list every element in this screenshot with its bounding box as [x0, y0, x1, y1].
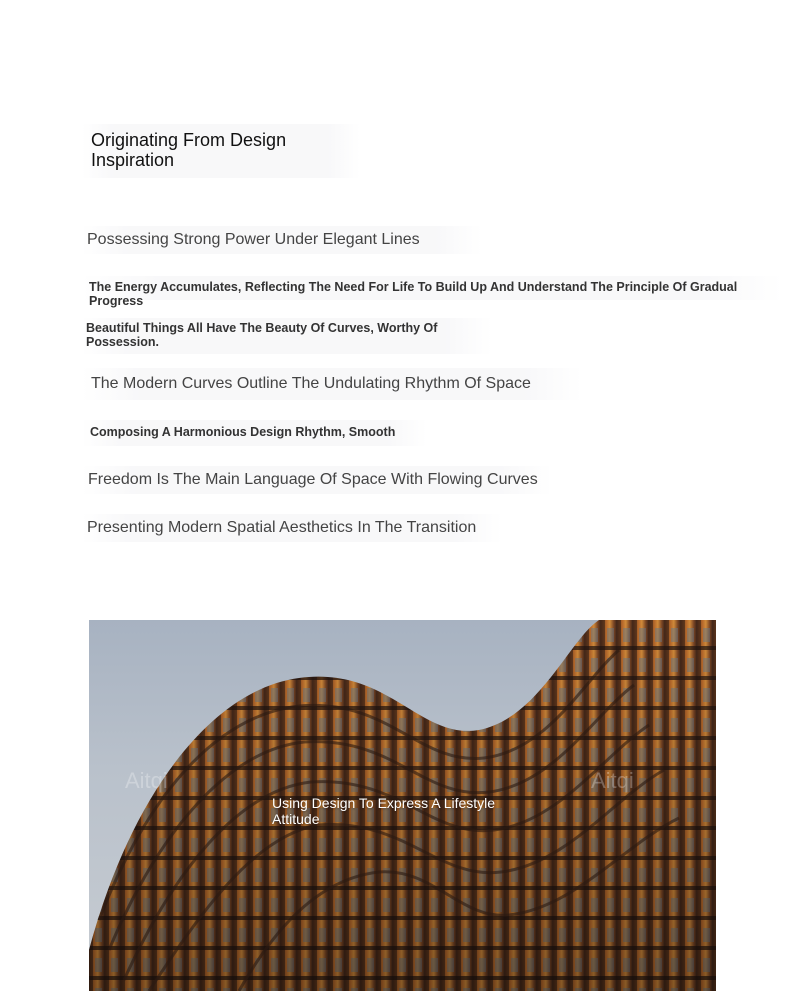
text-line-3: Beautiful Things All Have The Beauty Of Curves, Worthy Of Possession.	[82, 318, 492, 354]
text-line-7: Presenting Modern Spatial Aesthetics In The Transition	[82, 514, 502, 542]
text-line-6: Freedom Is The Main Language Of Space With Flowing Curves	[82, 466, 552, 494]
watermark-left: Aitqi	[125, 768, 168, 793]
hero-caption: Using Design To Express A Lifestyle Attitude	[272, 795, 496, 827]
page-title: Originating From Design Inspiration	[82, 124, 360, 178]
text-line-2: The Energy Accumulates, Reflecting The Need For Life To Build Up And Understand The Principle Of Gradual Progress	[82, 276, 782, 300]
hero-image	[89, 620, 716, 991]
watermark-right: Aitqi	[591, 768, 634, 793]
text-line-4: The Modern Curves Outline The Undulating Rhythm Of Space	[82, 368, 582, 400]
text-line-5: Composing A Harmonious Design Rhythm, Smooth	[82, 420, 427, 446]
text-line-1: Possessing Strong Power Under Elegant Lines	[82, 226, 482, 254]
